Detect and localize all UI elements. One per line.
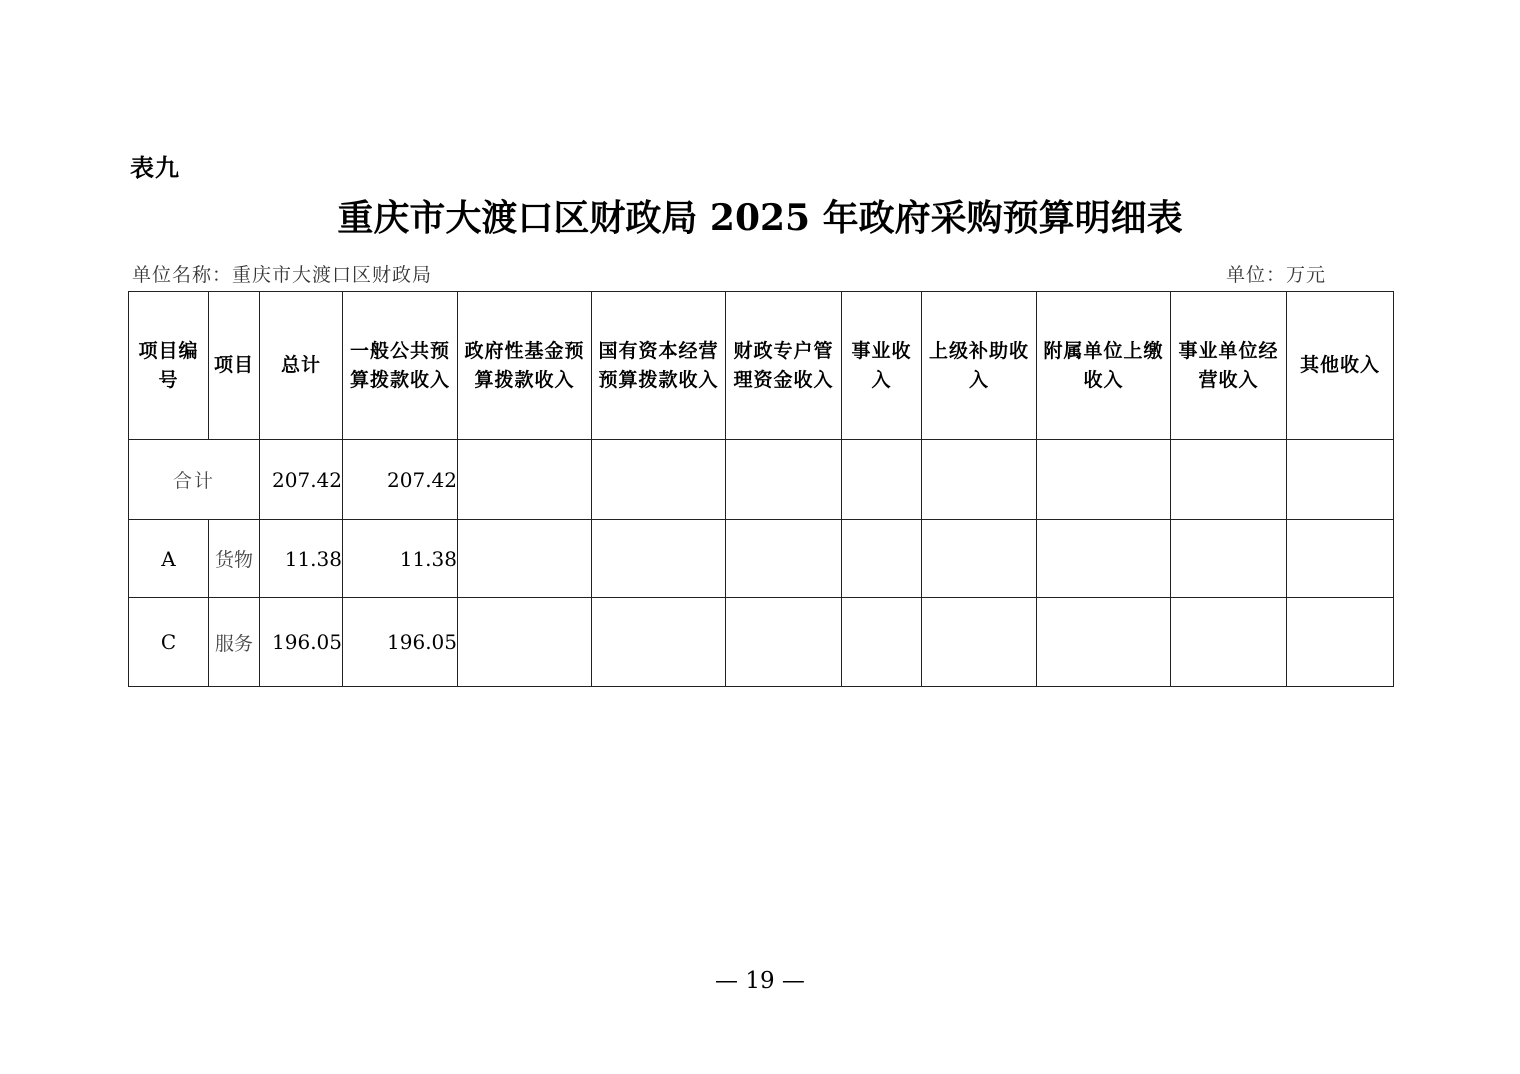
total-amount-cell: 196.05 — [260, 598, 343, 687]
project-code-cell: C — [129, 598, 209, 687]
project-category-cell: 服务 — [209, 598, 260, 687]
header-line: 营收入 — [1198, 368, 1259, 391]
empty-cell — [592, 520, 726, 598]
project-category-cell: 货物 — [209, 520, 260, 598]
empty-cell — [922, 440, 1037, 520]
header-line: 号 — [158, 368, 179, 391]
document-title: 重庆市大渡口区财政局 2025 年政府采购预算明细表 — [337, 197, 1183, 239]
total-label-cell: 合计 — [129, 440, 260, 520]
empty-cell — [458, 598, 592, 687]
empty-cell — [1037, 440, 1171, 520]
table-row-total — [129, 440, 1394, 520]
empty-cell — [842, 598, 922, 687]
header-line: 算拨款收入 — [349, 368, 450, 391]
header-line: 项目 — [213, 354, 254, 376]
header-business-operation — [1171, 292, 1287, 440]
empty-cell — [1037, 598, 1171, 687]
table-row — [129, 598, 1394, 687]
header-state-capital-budget — [592, 292, 726, 440]
header-superior-subsidy — [922, 292, 1037, 440]
general-public-amount-cell: 11.38 — [343, 520, 458, 598]
header-line: 上级补助收 — [928, 339, 1029, 362]
header-line: 附属单位上缴 — [1043, 339, 1164, 362]
empty-cell — [1287, 440, 1394, 520]
unit-name-label: 单位名称：重庆市大渡口区财政局 — [132, 264, 433, 286]
empty-cell — [458, 520, 592, 598]
general-public-amount-cell: 196.05 — [343, 598, 458, 687]
header-line: 项目编 — [138, 339, 199, 362]
empty-cell — [458, 440, 592, 520]
header-general-public-budget — [343, 292, 458, 440]
header-fiscal-special-account — [726, 292, 842, 440]
header-line: 入 — [968, 368, 989, 391]
header-line: 理资金收入 — [733, 368, 834, 391]
general-public-amount-cell: 207.42 — [343, 440, 458, 520]
header-project — [209, 292, 260, 440]
header-business-income — [842, 292, 922, 440]
empty-cell — [842, 440, 922, 520]
empty-cell — [922, 598, 1037, 687]
header-subordinate-remittance — [1037, 292, 1171, 440]
empty-cell — [1171, 440, 1287, 520]
header-line: 财政专户管 — [733, 339, 834, 362]
header-government-fund-budget — [458, 292, 592, 440]
header-line: 其他收入 — [1299, 354, 1380, 376]
header-line: 入 — [871, 368, 892, 391]
page-number: — 19 — — [715, 968, 805, 994]
table-header-row — [129, 292, 1394, 440]
table-row — [129, 520, 1394, 598]
empty-cell — [726, 520, 842, 598]
empty-cell — [592, 598, 726, 687]
empty-cell — [1287, 520, 1394, 598]
header-line: 国有资本经营 — [598, 339, 719, 362]
empty-cell — [1037, 520, 1171, 598]
currency-unit-label: 单位：万元 — [1226, 264, 1327, 286]
project-code-cell: A — [129, 520, 209, 598]
empty-cell — [1171, 598, 1287, 687]
empty-cell — [726, 598, 842, 687]
header-line: 事业单位经 — [1178, 339, 1279, 362]
header-project-code — [129, 292, 209, 440]
header-total — [260, 292, 343, 440]
empty-cell — [922, 520, 1037, 598]
header-line: 一般公共预 — [349, 339, 450, 362]
header-line: 政府性基金预 — [464, 339, 585, 362]
total-amount-cell: 207.42 — [260, 440, 343, 520]
header-line: 算拨款收入 — [474, 368, 575, 391]
table-number: 表九 — [130, 154, 180, 182]
header-line: 收入 — [1083, 368, 1124, 391]
total-amount-cell: 11.38 — [260, 520, 343, 598]
empty-cell — [842, 520, 922, 598]
empty-cell — [726, 440, 842, 520]
empty-cell — [592, 440, 726, 520]
header-other-income — [1287, 292, 1394, 440]
empty-cell — [1287, 598, 1394, 687]
empty-cell — [1171, 520, 1287, 598]
procurement-budget-table — [128, 291, 1394, 687]
header-line: 预算拨款收入 — [598, 368, 719, 391]
header-line: 事业收 — [851, 339, 912, 362]
header-line: 总计 — [280, 354, 321, 376]
